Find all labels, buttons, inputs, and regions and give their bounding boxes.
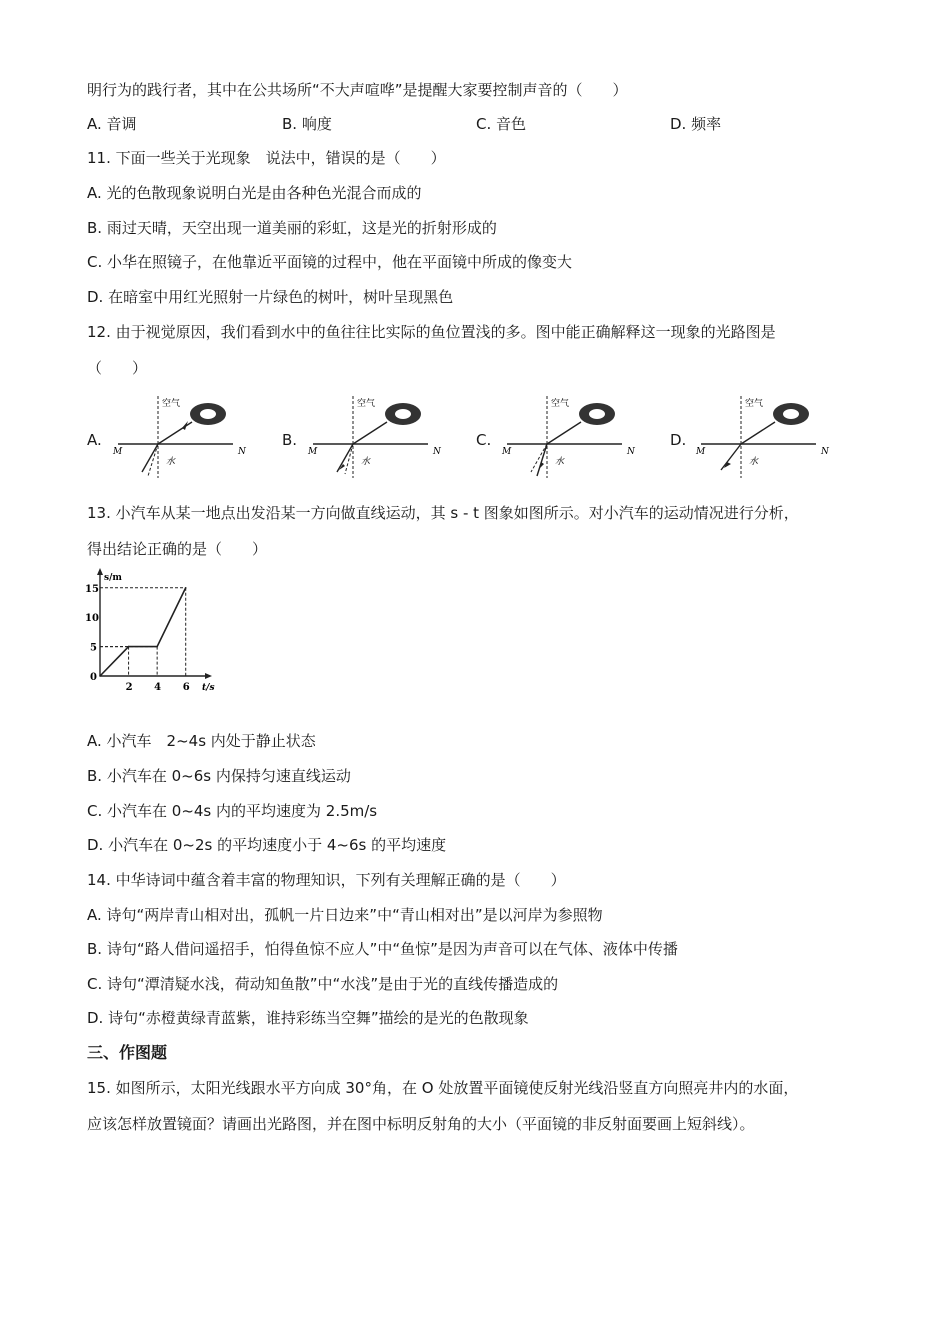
y-axis-arrow xyxy=(97,568,103,575)
q14-option-a: A. 诗句“两岸青山相对出，孤帆一片日边来”中“青山相对出”是以河岸为参照物 xyxy=(87,906,603,924)
x-tick-label: 4 xyxy=(154,682,162,693)
q12-stem-line1: 12. 由于视觉原因，我们看到水中的鱼往往比实际的鱼位置浅的多。图中能正确解释这一现象的光路图是 xyxy=(87,323,776,341)
q11-option-c: C. 小华在照镜子，在他靠近平面镜的过程中，他在平面镜中所成的像变大 xyxy=(87,253,573,271)
q14-option-b: B. 诗句“路人借问遥招手，怕得鱼惊不应人”中“鱼惊”是因为声音可以在气体、液体中传播 xyxy=(87,940,678,958)
q10-option-a: A. 音调 xyxy=(87,115,137,133)
q15-stem-line1: 15. 如图所示，太阳光线跟水平方向成 30°角，在 O 处放置平面镜使反射光线沿竖直方向照亮井内的水面， xyxy=(87,1079,799,1097)
water-label: 水 xyxy=(555,457,565,467)
q13-stem-line1: 13. 小汽车从某一地点出发沿某一方向做直线运动，其 s - t 图象如图所示。对小汽车的运动情况进行分析， xyxy=(87,504,799,522)
water-label: 水 xyxy=(361,457,371,467)
air-label: 空气 xyxy=(162,399,181,409)
m-label: M xyxy=(696,447,706,457)
q10-stem-tail: 明行为的践行者，其中在公共场所“不大声喧哗”是提醒大家要控制声音的（ ） xyxy=(87,81,628,99)
data-point xyxy=(185,587,187,589)
q12-option-c-label: C. xyxy=(476,431,492,449)
q11-stem: 11. 下面一些关于光现象 说法中，错误的是（ ） xyxy=(87,149,446,167)
q15-stem-line2: 应该怎样放置镜面？请画出光路图，并在图中标明反射角的大小（平面镜的非反射面要画上短斜线）。 xyxy=(87,1115,755,1133)
n-label: N xyxy=(821,447,829,457)
x-tick-label: 2 xyxy=(125,682,133,693)
x-axis-label: t/s xyxy=(202,683,215,693)
q13-option-a: A. 小汽车 2~4s 内处于静止状态 xyxy=(87,732,316,750)
y-axis-label: s/m xyxy=(104,573,122,583)
q13-option-b: B. 小汽车在 0~6s 内保持匀速直线运动 xyxy=(87,767,351,785)
data-point xyxy=(128,646,130,648)
data-point xyxy=(156,646,158,648)
q12-diagram-b xyxy=(303,392,443,480)
m-label: M xyxy=(113,447,123,457)
q12-option-a-label: A. xyxy=(87,431,102,449)
q13-option-d: D. 小汽车在 0~2s 的平均速度小于 4~6s 的平均速度 xyxy=(87,836,447,854)
n-label: N xyxy=(238,447,246,457)
air-label: 空气 xyxy=(551,399,570,409)
water-label: 水 xyxy=(166,457,176,467)
water-label: 水 xyxy=(749,457,759,467)
q11-option-a: A. 光的色散现象说明白光是由各种色光混合而成的 xyxy=(87,184,422,202)
q13-stem-line2: 得出结论正确的是（ ） xyxy=(87,540,268,558)
q14-stem: 14. 中华诗词中蕴含着丰富的物理知识，下列有关理解正确的是（ ） xyxy=(87,871,566,889)
q11-option-b: B. 雨过天晴，天空出现一道美丽的彩虹，这是光的折射形成的 xyxy=(87,219,497,237)
y-tick-label: 10 xyxy=(85,613,99,625)
data-point xyxy=(99,675,101,677)
x-tick-label: 6 xyxy=(182,682,190,693)
section-heading: 三、作图题 xyxy=(87,1043,168,1062)
x-axis-arrow xyxy=(205,673,212,679)
q10-option-b: B. 响度 xyxy=(282,115,332,133)
series-line xyxy=(100,588,186,676)
q12-stem-line2: （ ） xyxy=(87,359,148,377)
q14-option-d: D. 诗句“赤橙黄绿青蓝紫，谁持彩练当空舞”描绘的是光的色散现象 xyxy=(87,1009,529,1027)
y-tick-label: 15 xyxy=(85,583,99,595)
n-label: N xyxy=(433,447,441,457)
q11-option-d: D. 在暗室中用红光照射一片绿色的树叶，树叶呈现黑色 xyxy=(87,288,454,306)
origin-label: 0 xyxy=(90,672,97,683)
m-label: M xyxy=(502,447,512,457)
air-label: 空气 xyxy=(745,399,764,409)
n-label: N xyxy=(627,447,635,457)
q13-option-c: C. 小汽车在 0~4s 内的平均速度为 2.5m/s xyxy=(87,802,378,820)
q12-diagram-a xyxy=(108,392,248,480)
y-tick-label: 5 xyxy=(90,642,97,654)
st-chart xyxy=(85,568,215,698)
m-label: M xyxy=(308,447,318,457)
air-label: 空气 xyxy=(357,399,376,409)
q12-option-b-label: B. xyxy=(282,431,298,449)
q10-option-d: D. 频率 xyxy=(670,115,722,133)
q12-diagram-d xyxy=(691,392,831,480)
q10-option-c: C. 音色 xyxy=(476,115,527,133)
q12-option-d-label: D. xyxy=(670,431,687,449)
q14-option-c: C. 诗句“潭清疑水浅，荷动知鱼散”中“水浅”是由于光的直线传播造成的 xyxy=(87,975,559,993)
q12-diagram-c xyxy=(497,392,637,480)
